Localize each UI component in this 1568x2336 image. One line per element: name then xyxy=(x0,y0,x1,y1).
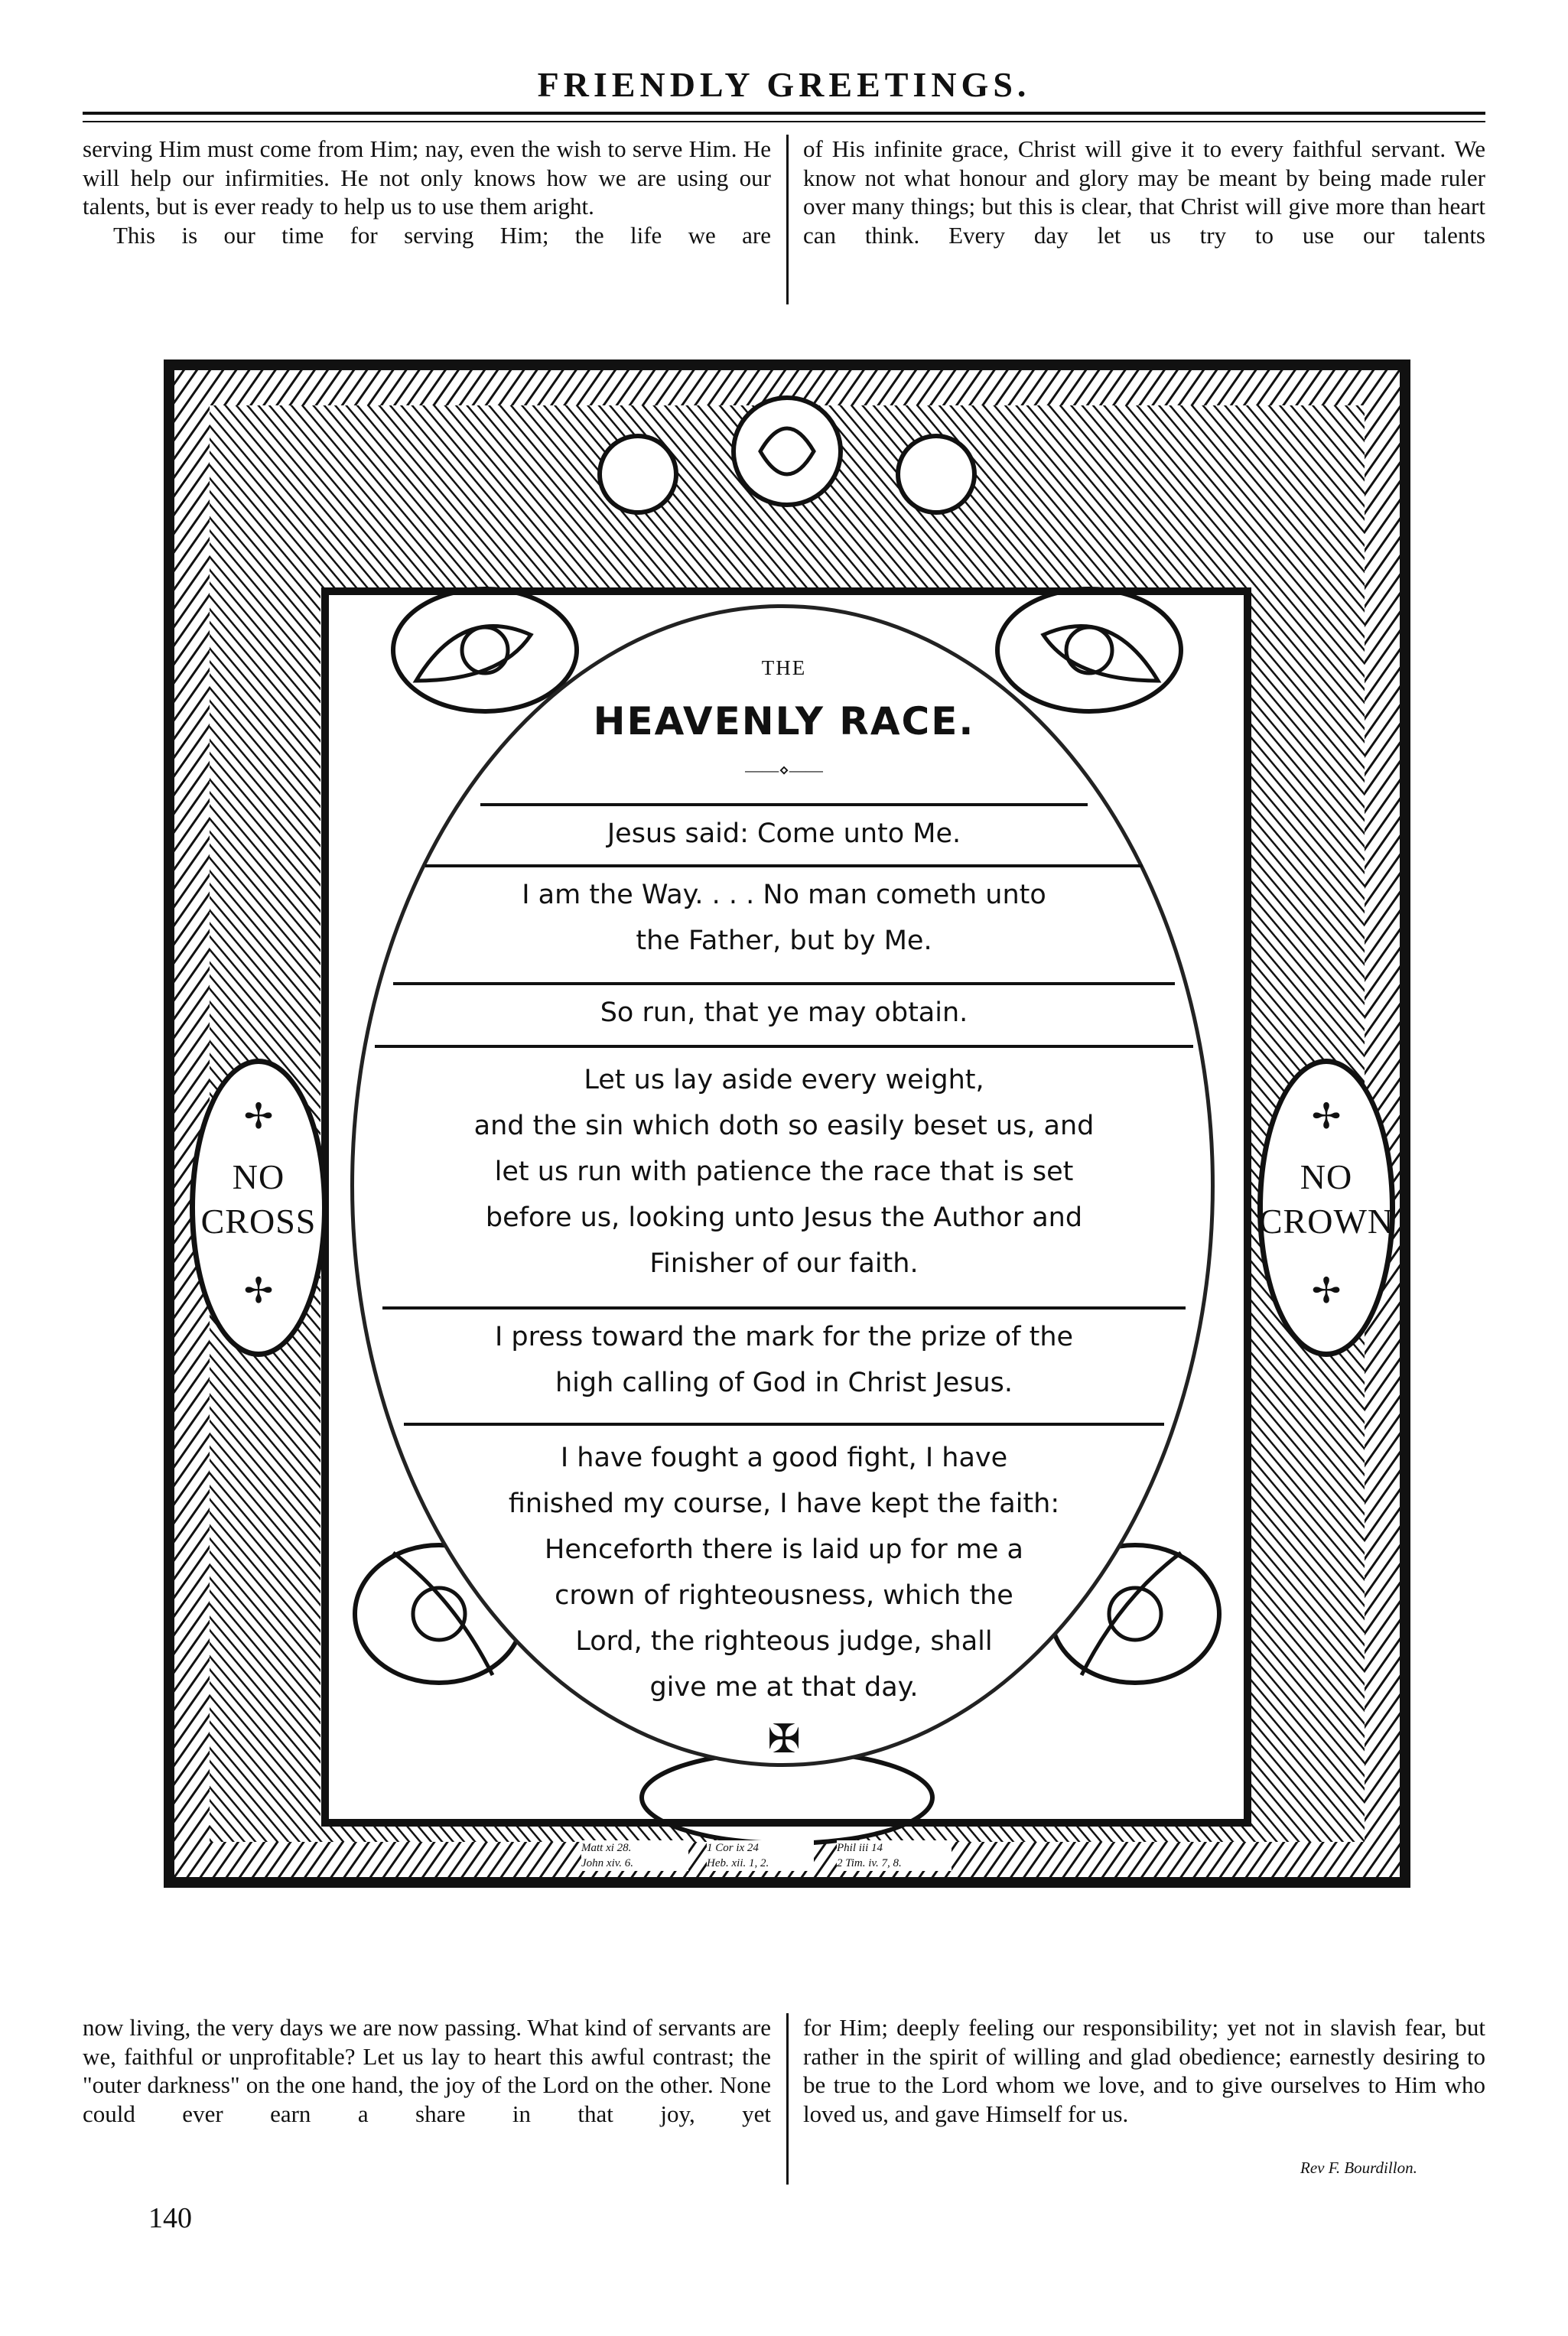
verse-4-line-3: let us run with patience the race that is set xyxy=(494,1157,1074,1187)
left-cross-top-icon: ✢ xyxy=(243,1097,274,1136)
right-panel-line1: NO xyxy=(1300,1157,1353,1196)
reference: Heb. xii. 1, 2. xyxy=(707,1857,769,1869)
verse-6-line-1: I have fought a good fight, I have xyxy=(560,1443,1008,1473)
verse-3 xyxy=(329,990,1239,1036)
verse-5-line-2: high calling of God in Christ Jesus. xyxy=(555,1368,1013,1398)
bottom-column-divider xyxy=(786,2013,789,2185)
verse-5 xyxy=(329,1314,1239,1406)
verse-4 xyxy=(329,1057,1239,1287)
title-main: HEAVENLY RACE. xyxy=(593,699,975,743)
title-small: THE xyxy=(761,656,807,679)
top-left-paragraph-2: This is our time for serving Him; the life we are xyxy=(113,221,771,249)
verse-4-line-2: and the sin which doth so easily beset us, and xyxy=(473,1111,1095,1141)
bottom-right-paragraph: for Him; deeply feeling our responsibility; yet not in slavish fear, but rather in the spirit of willing and glad obedience; earnestly desiring to be true to the Lord whom we love, and to give ourselves to Him who loved us, and gave Himself for us. xyxy=(803,2014,1485,2127)
verse-6 xyxy=(329,1435,1239,1710)
verse-separator xyxy=(425,864,1143,867)
verse-5-line-1: I press toward the mark for the prize of the xyxy=(494,1322,1074,1352)
reference: Phil iii 14 xyxy=(837,1842,883,1854)
top-column-divider xyxy=(786,135,789,304)
maltese-cross-icon: ✠ xyxy=(767,1718,801,1762)
right-panel-text xyxy=(1250,1155,1403,1244)
verse-4-line-1: Let us lay aside every weight, xyxy=(584,1065,984,1095)
reference-group-2 xyxy=(707,1840,814,1871)
header-rule-thick xyxy=(83,112,1485,115)
verse-6-line-2: finished my course, I have kept the faith: xyxy=(508,1488,1060,1519)
verse-1 xyxy=(329,814,1239,854)
verse-3-line-1: So run, that ye may obtain. xyxy=(600,997,968,1028)
right-cross-top-icon: ✢ xyxy=(1311,1097,1342,1136)
verse-separator xyxy=(375,1045,1193,1048)
verse-separator xyxy=(382,1306,1186,1310)
page-number: 140 xyxy=(148,2202,192,2234)
top-right-paragraph-1: of His infinite grace, Christ will give it to every faithful servant. We know not what honour and glory may be meant by being made ruler over many things; but this is clear, that Christ will give more than heart can think. Every day let us try to use our talents xyxy=(803,135,1485,249)
running-header: FRIENDLY GREETINGS. xyxy=(537,65,1031,104)
bottom-right-column xyxy=(803,2013,1485,2128)
verse-6-line-3: Henceforth there is laid up for me a xyxy=(545,1534,1023,1565)
verse-separator xyxy=(404,1423,1164,1426)
reference-group-1 xyxy=(581,1840,688,1871)
reference: 1 Cor ix 24 xyxy=(707,1842,759,1854)
author-signature: Rev F. Bourdillon. xyxy=(1300,2159,1417,2177)
top-left-paragraph-1: serving Him must come from Him; nay, even the wish to serve Him. He will help our infirmities. He not only knows how we are using our talents, but is ever ready to help us to use them aright. xyxy=(83,135,771,220)
verse-6-line-5: Lord, the righteous judge, shall xyxy=(575,1626,993,1657)
reference: John xiv. 6. xyxy=(581,1857,634,1869)
reference-group-3 xyxy=(837,1840,952,1871)
right-cross-bottom-icon: ✢ xyxy=(1311,1271,1342,1310)
reference: Matt xi 28. xyxy=(581,1842,632,1854)
verse-separator xyxy=(393,982,1175,985)
title-ornament: ——⋄—— xyxy=(745,760,823,779)
verse-separator xyxy=(480,803,1088,806)
verse-2-line-2: the Father, but by Me. xyxy=(636,926,932,956)
bottom-left-column xyxy=(83,2013,771,2128)
verse-2-line-1: I am the Way. . . . No man cometh unto xyxy=(522,880,1046,910)
left-cross-bottom-icon: ✢ xyxy=(243,1271,274,1310)
verse-4-line-5: Finisher of our faith. xyxy=(649,1248,919,1279)
verse-1-line-1: Jesus said: Come unto Me. xyxy=(607,818,961,849)
reference: 2 Tim. iv. 7, 8. xyxy=(837,1857,902,1869)
verse-6-line-4: crown of righteousness, which the xyxy=(555,1580,1013,1611)
top-left-column xyxy=(83,135,771,249)
header-rule-thin xyxy=(83,121,1485,122)
right-panel-line2: CROWN xyxy=(1258,1202,1394,1241)
verse-4-line-4: before us, looking unto Jesus the Author and xyxy=(485,1202,1083,1233)
bottom-left-paragraph: now living, the very days we are now passing. What kind of servants are we, faithful or unprofitable? Let us lay to heart this awful contrast; the "outer darkness" on the one hand, the joy of the Lord on the other. None could ever earn a share in that joy, yet xyxy=(83,2014,771,2127)
top-right-column xyxy=(803,135,1485,249)
verse-6-line-6: give me at that day. xyxy=(649,1672,919,1703)
verse-2 xyxy=(329,872,1239,964)
left-panel-text xyxy=(182,1155,335,1244)
left-panel-line2: CROSS xyxy=(200,1202,317,1241)
left-panel-line1: NO xyxy=(232,1157,285,1196)
